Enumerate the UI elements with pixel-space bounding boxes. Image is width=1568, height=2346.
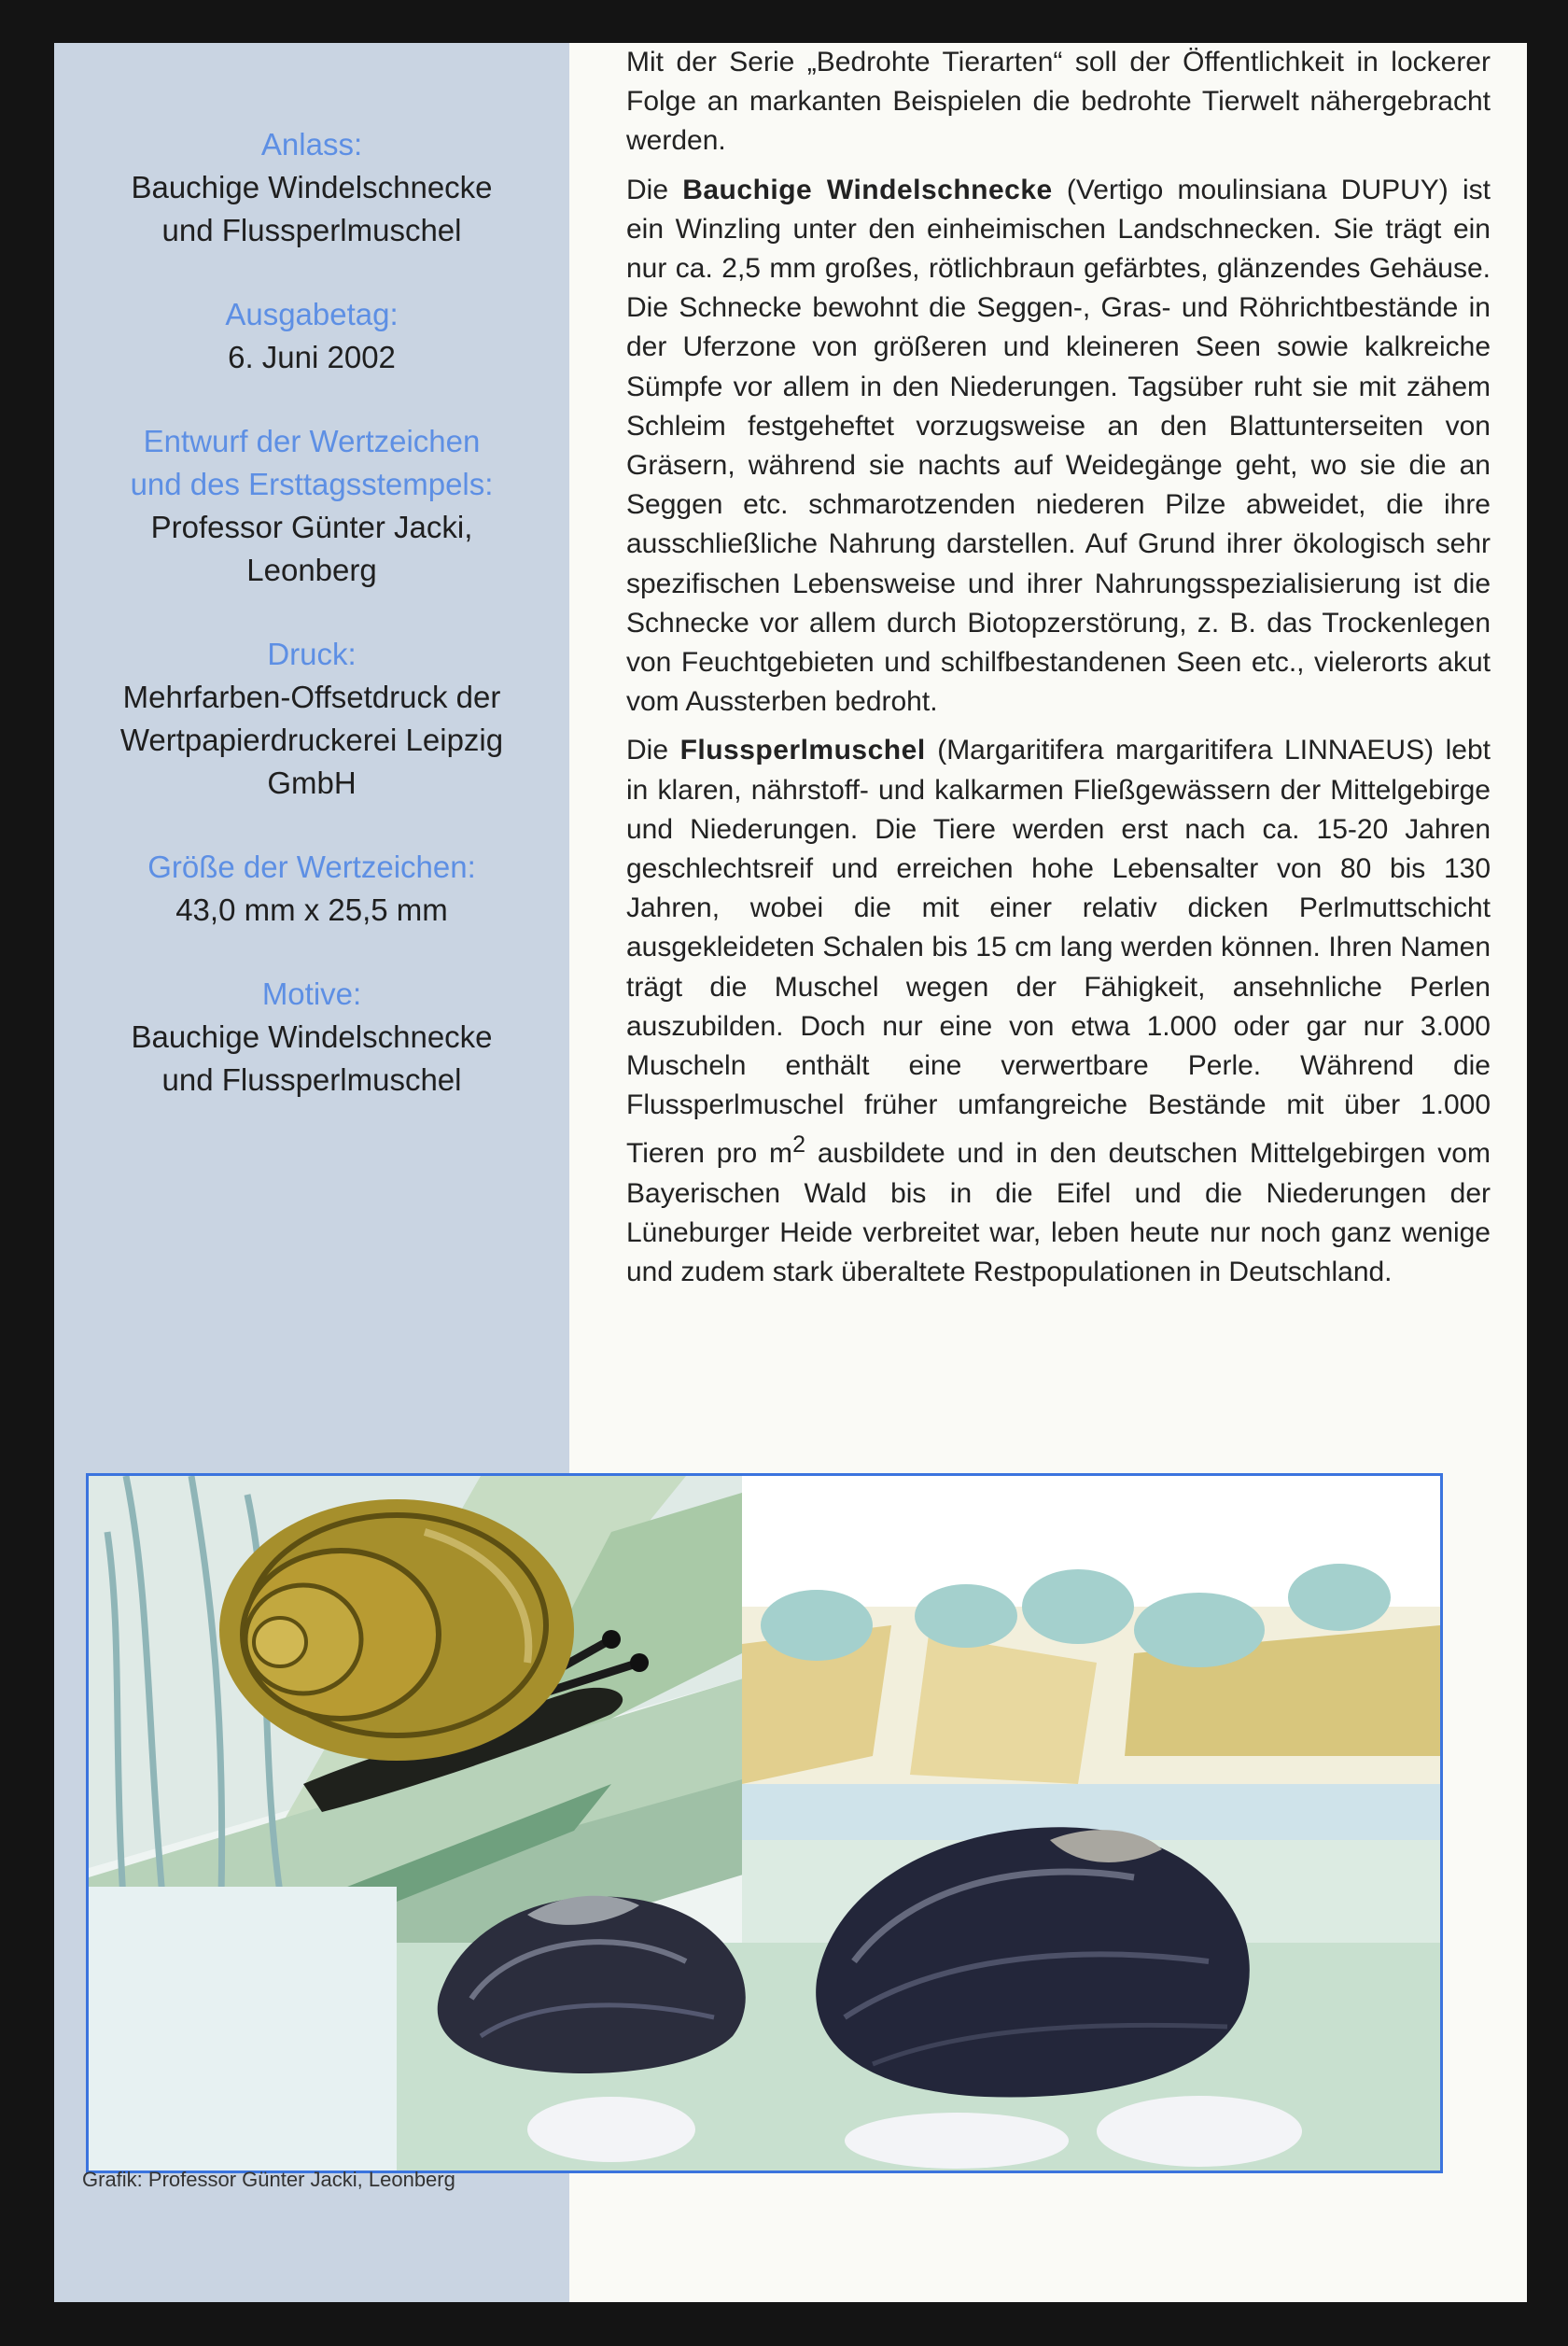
mussel-paragraph xyxy=(626,731,1491,1292)
occasion-line-2: und Flussperlmuschel xyxy=(161,213,462,247)
motifs-label: Motive: xyxy=(261,976,362,1011)
mussel-description-part-1: (Margaritifera margaritifera LINNAEUS) lebt in klaren, nährstoff- und kalkarmen Fließgewässern der Mittelgebirge und Niederungen. Die Tiere werden erst nach ca. 15-20 Jahren geschlechtsreif und erreichen hohe Lebensalter von 80 bis 130 Jahren, wobei die mit einer relativ dicken Perlmuttschicht ausgekleideten Schalen bis 15 cm lang werden können. Ihren Namen trägt die Muschel wegen der Fähigkeit, ansehnliche Perlen auszubilden. Doch nur eine von etwa 1.000 oder gar nur 3.000 Muscheln enthält eine verwertbare Perle. Während die Flussperlmuschel früher umfangreiche Bestände mit über 1.000 Tieren pro m xyxy=(626,735,1491,1170)
stamp-size-value: 43,0 mm x 25,5 mm xyxy=(175,892,448,927)
article-text xyxy=(626,43,1491,1301)
design-block xyxy=(54,420,569,592)
graphic-credit: Grafik: Professor Günter Jacki, Leonberg xyxy=(82,2168,455,2191)
motifs-line-2: und Flussperlmuschel xyxy=(161,1062,462,1097)
occasion-line-1: Bauchige Windelschnecke xyxy=(131,170,493,204)
print-line-2: Wertpapierdruckerei Leipzig xyxy=(119,723,504,757)
occasion-label: Anlass: xyxy=(260,127,363,162)
motifs-line-1: Bauchige Windelschnecke xyxy=(131,1019,493,1054)
intro-paragraph: Mit der Serie „Bedrohte Tierarten“ soll der Öffentlichkeit in lockerer Folge an markanten Beispielen die bedrohte Tierwelt nähergebracht werden. xyxy=(626,47,1491,157)
snail-paragraph xyxy=(626,171,1491,723)
illustration-artwork xyxy=(89,1476,1440,2170)
issue-details xyxy=(54,123,569,1143)
species-illustration xyxy=(86,1473,1443,2173)
designer-name: Professor Günter Jacki, xyxy=(150,510,473,544)
design-label-line-1: Entwurf der Wertzeichen xyxy=(143,424,481,458)
snail-species-name: Bauchige Windelschnecke xyxy=(682,174,1053,205)
issue-date-label: Ausgabetag: xyxy=(225,297,399,331)
mussel-species-name: Flussperlmuschel xyxy=(679,735,926,766)
designer-city: Leonberg xyxy=(246,553,377,587)
issue-date-value: 6. Juni 2002 xyxy=(228,340,396,374)
stamp-size-label: Größe der Wertzeichen: xyxy=(147,850,476,884)
snail-lead: Die xyxy=(626,174,669,205)
mussel-description-part-2: ausbildete und in den deutschen Mittelgebirgen vom Bayerischen Wald bis in die Eifel und die Niederungen der Lüneburger Heide verbreitet war, leben heute nur noch ganz wenige und zudem stark überaltete Restpopulationen in Deutschland. xyxy=(626,1138,1491,1288)
motifs-block xyxy=(54,973,569,1102)
print-label: Druck: xyxy=(267,637,357,671)
superscript-two: 2 xyxy=(792,1131,805,1159)
snail-description: (Vertigo moulinsiana DUPUY) ist ein Winzling unter den einheimischen Landschnecken. Sie trägt ein nur ca. 2,5 mm großes, rötlichbraun gefärbtes, glänzendes Gehäuse. Die Schnecke bewohnt die Seggen-, Gras- und Röhrichtbestände in der Uferzone von größeren und kleineren Seen sowie kalkreiche Sümpfe vor allem in den Niederungen. Tagsüber ruht sie mit zähem Schleim festgeheftet vorzugsweise an den Blattunterseiten von Gräsern, während sie nachts auf Weidegänge geht, wo sie die an Seggen etc. schmarotzenden niederen Pilze abweidet, die ihre ausschließliche Nahrung darstellen. Auf Grund ihrer ökologisch sehr spezifischen Lebensweise und ihrer Nahrungsspezialisierung ist die Schnecke vor allem durch Biotopzerstörung, z. B. das Trockenlegen von Feuchtgebieten und schilfbestandenen Seen etc., vielerorts akut vom Aussterben bedroht. xyxy=(626,174,1491,718)
issue-date-block xyxy=(54,293,569,379)
print-line-3: GmbH xyxy=(267,766,357,800)
design-label-line-2: und des Ersttagsstempels: xyxy=(130,467,494,501)
mussel-lead: Die xyxy=(626,735,669,766)
occasion-block xyxy=(54,123,569,252)
print-block xyxy=(54,633,569,805)
brochure-page xyxy=(54,43,1527,2302)
stamp-size-block xyxy=(54,846,569,932)
print-line-1: Mehrfarben-Offsetdruck der xyxy=(122,680,501,714)
